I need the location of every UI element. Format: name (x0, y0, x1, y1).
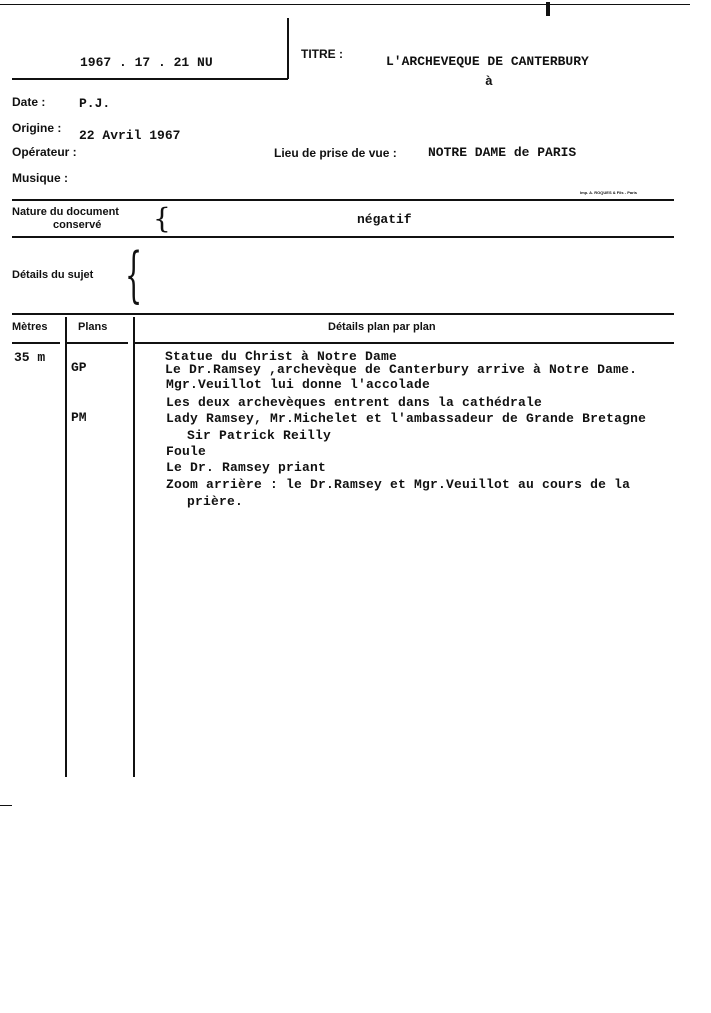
detail-line: Le Dr. Ramsey priant (166, 460, 327, 475)
table-header-line-plans (66, 342, 128, 344)
detail-line: Statue du Christ à Notre Dame (165, 349, 398, 364)
lieu-value: NOTRE DAME de PARIS (428, 145, 577, 160)
lieu-label: Lieu de prise de vue : (274, 146, 397, 160)
nature-label-line2: conservé (53, 219, 102, 231)
details-sujet-bottom-line (12, 313, 674, 315)
detail-line: Lady Ramsey, Mr.Michelet et l'ambassadeur de Grande Bretagne (166, 411, 647, 426)
header-bottom-line (12, 78, 288, 80)
operateur-label: Opérateur : (12, 145, 77, 159)
detail-line: prière. (187, 494, 244, 509)
details-sujet-brace: { (125, 240, 143, 310)
nature-label-line1: Nature du document (12, 206, 119, 218)
printer-note: Imp. A. ROQUES & Fils - Paris (580, 190, 637, 195)
musique-label: Musique : (12, 171, 68, 185)
detail-line: Foule (166, 444, 207, 459)
metres-value: 35 m (14, 350, 46, 365)
plan-pm: PM (71, 410, 87, 425)
column-divider-plans (133, 317, 135, 777)
titre-value-line2: à (485, 74, 493, 89)
titre-value: L'ARCHEVEQUE DE CANTERBURY (386, 54, 589, 69)
plans-header: Plans (78, 321, 108, 333)
nature-bottom-line (12, 236, 674, 238)
column-divider-metres (65, 317, 67, 777)
origine-label: Origine : (12, 121, 62, 135)
margin-mark (0, 805, 12, 806)
detail-line: Mgr.Veuillot lui donne l'accolade (166, 377, 431, 392)
corner-mark (546, 2, 550, 16)
reference-number: 1967 . 17 . 21 NU (80, 55, 213, 70)
detail-line: Sir Patrick Reilly (187, 428, 332, 443)
table-header-line-metres (12, 342, 60, 344)
detail-line: Le Dr.Ramsey ,archevèque de Canterbury arrive à Notre Dame. (165, 362, 638, 377)
nature-value: négatif (357, 212, 412, 227)
metres-header: Mètres (12, 321, 48, 333)
date-label: Date : (12, 95, 46, 109)
date-value: P.J. (79, 96, 111, 111)
table-header-line-details (135, 342, 674, 344)
fields-bottom-line (12, 199, 674, 201)
origine-value: 22 Avril 1967 (79, 128, 181, 143)
plan-gp: GP (71, 360, 87, 375)
detail-line: Zoom arrière : le Dr.Ramsey et Mgr.Veuillot au cours de la (166, 477, 631, 492)
detail-line: Les deux archevèques entrent dans la cathédrale (166, 395, 543, 410)
nature-brace: { (153, 202, 171, 235)
titre-label: TITRE : (301, 47, 343, 61)
header-divider (287, 18, 289, 79)
details-header: Détails plan par plan (328, 321, 436, 333)
details-sujet-label: Détails du sujet (12, 269, 94, 281)
top-border-line (0, 4, 690, 5)
